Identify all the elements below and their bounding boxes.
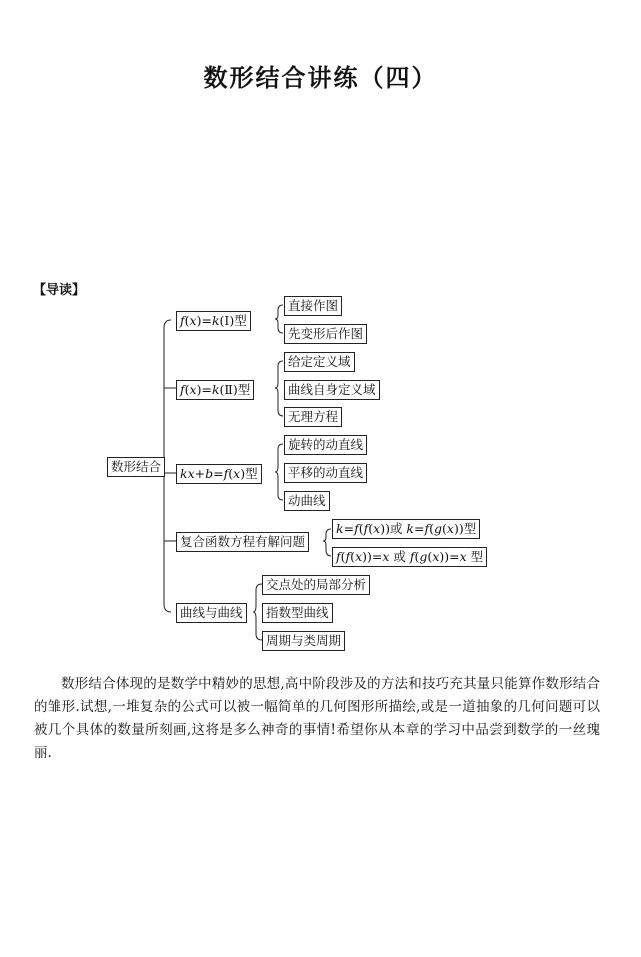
branch-1-label: f(x)=k(Ⅰ)型 [176, 311, 251, 331]
section-label: 【导读】 [33, 283, 86, 298]
branch-2-label: f(x)=k(Ⅱ)型 [176, 380, 254, 400]
branch-5-label: 曲线与曲线 [176, 603, 247, 623]
branch-5-child-2: 指数型曲线 [262, 603, 333, 623]
branch-1-child-1: 直接作图 [284, 296, 342, 316]
branch-4-child-1: k=f(f(x))或 k=f(g(x))型 [332, 519, 480, 539]
page-title: 数形结合讲练（四） [203, 64, 438, 92]
branch-3-child-1: 旋转的动直线 [284, 435, 367, 455]
branch-2-child-2: 曲线自身定义域 [284, 380, 380, 400]
branch-4-label: 复合函数方程有解问题 [176, 532, 309, 552]
branch-2-child-1: 给定定义域 [284, 352, 355, 372]
branch-5-child-1: 交点处的局部分析 [262, 575, 370, 595]
branch-3-label: kx+b=f(x)型 [176, 464, 262, 484]
branch-4-child-2: f(f(x))=x 或 f(g(x))=x 型 [332, 547, 487, 567]
branch-3-child-3: 动曲线 [284, 491, 330, 511]
intro-paragraph [34, 673, 600, 765]
branch-3-child-2: 平移的动直线 [284, 463, 367, 483]
branch-1-child-2: 先变形后作图 [284, 324, 367, 344]
tree-root: 数形结合 [107, 457, 165, 477]
branch-5-child-3: 周期与类周期 [262, 631, 345, 651]
intro-paragraph-text: 数形结合体现的是数学中精妙的思想,高中阶段涉及的方法和技巧充其量只能算作数形结合的雏形.试想,一堆复杂的公式可以被一幅简单的几何图形所描绘,或是一道抽象的几何问题可以被几个具体的数量所刻画,这将是多么神奇的事情!希望你从本章的学习中品尝到数学的一丝瑰丽. [34, 676, 600, 761]
branch-2-child-3: 无理方程 [284, 407, 342, 427]
